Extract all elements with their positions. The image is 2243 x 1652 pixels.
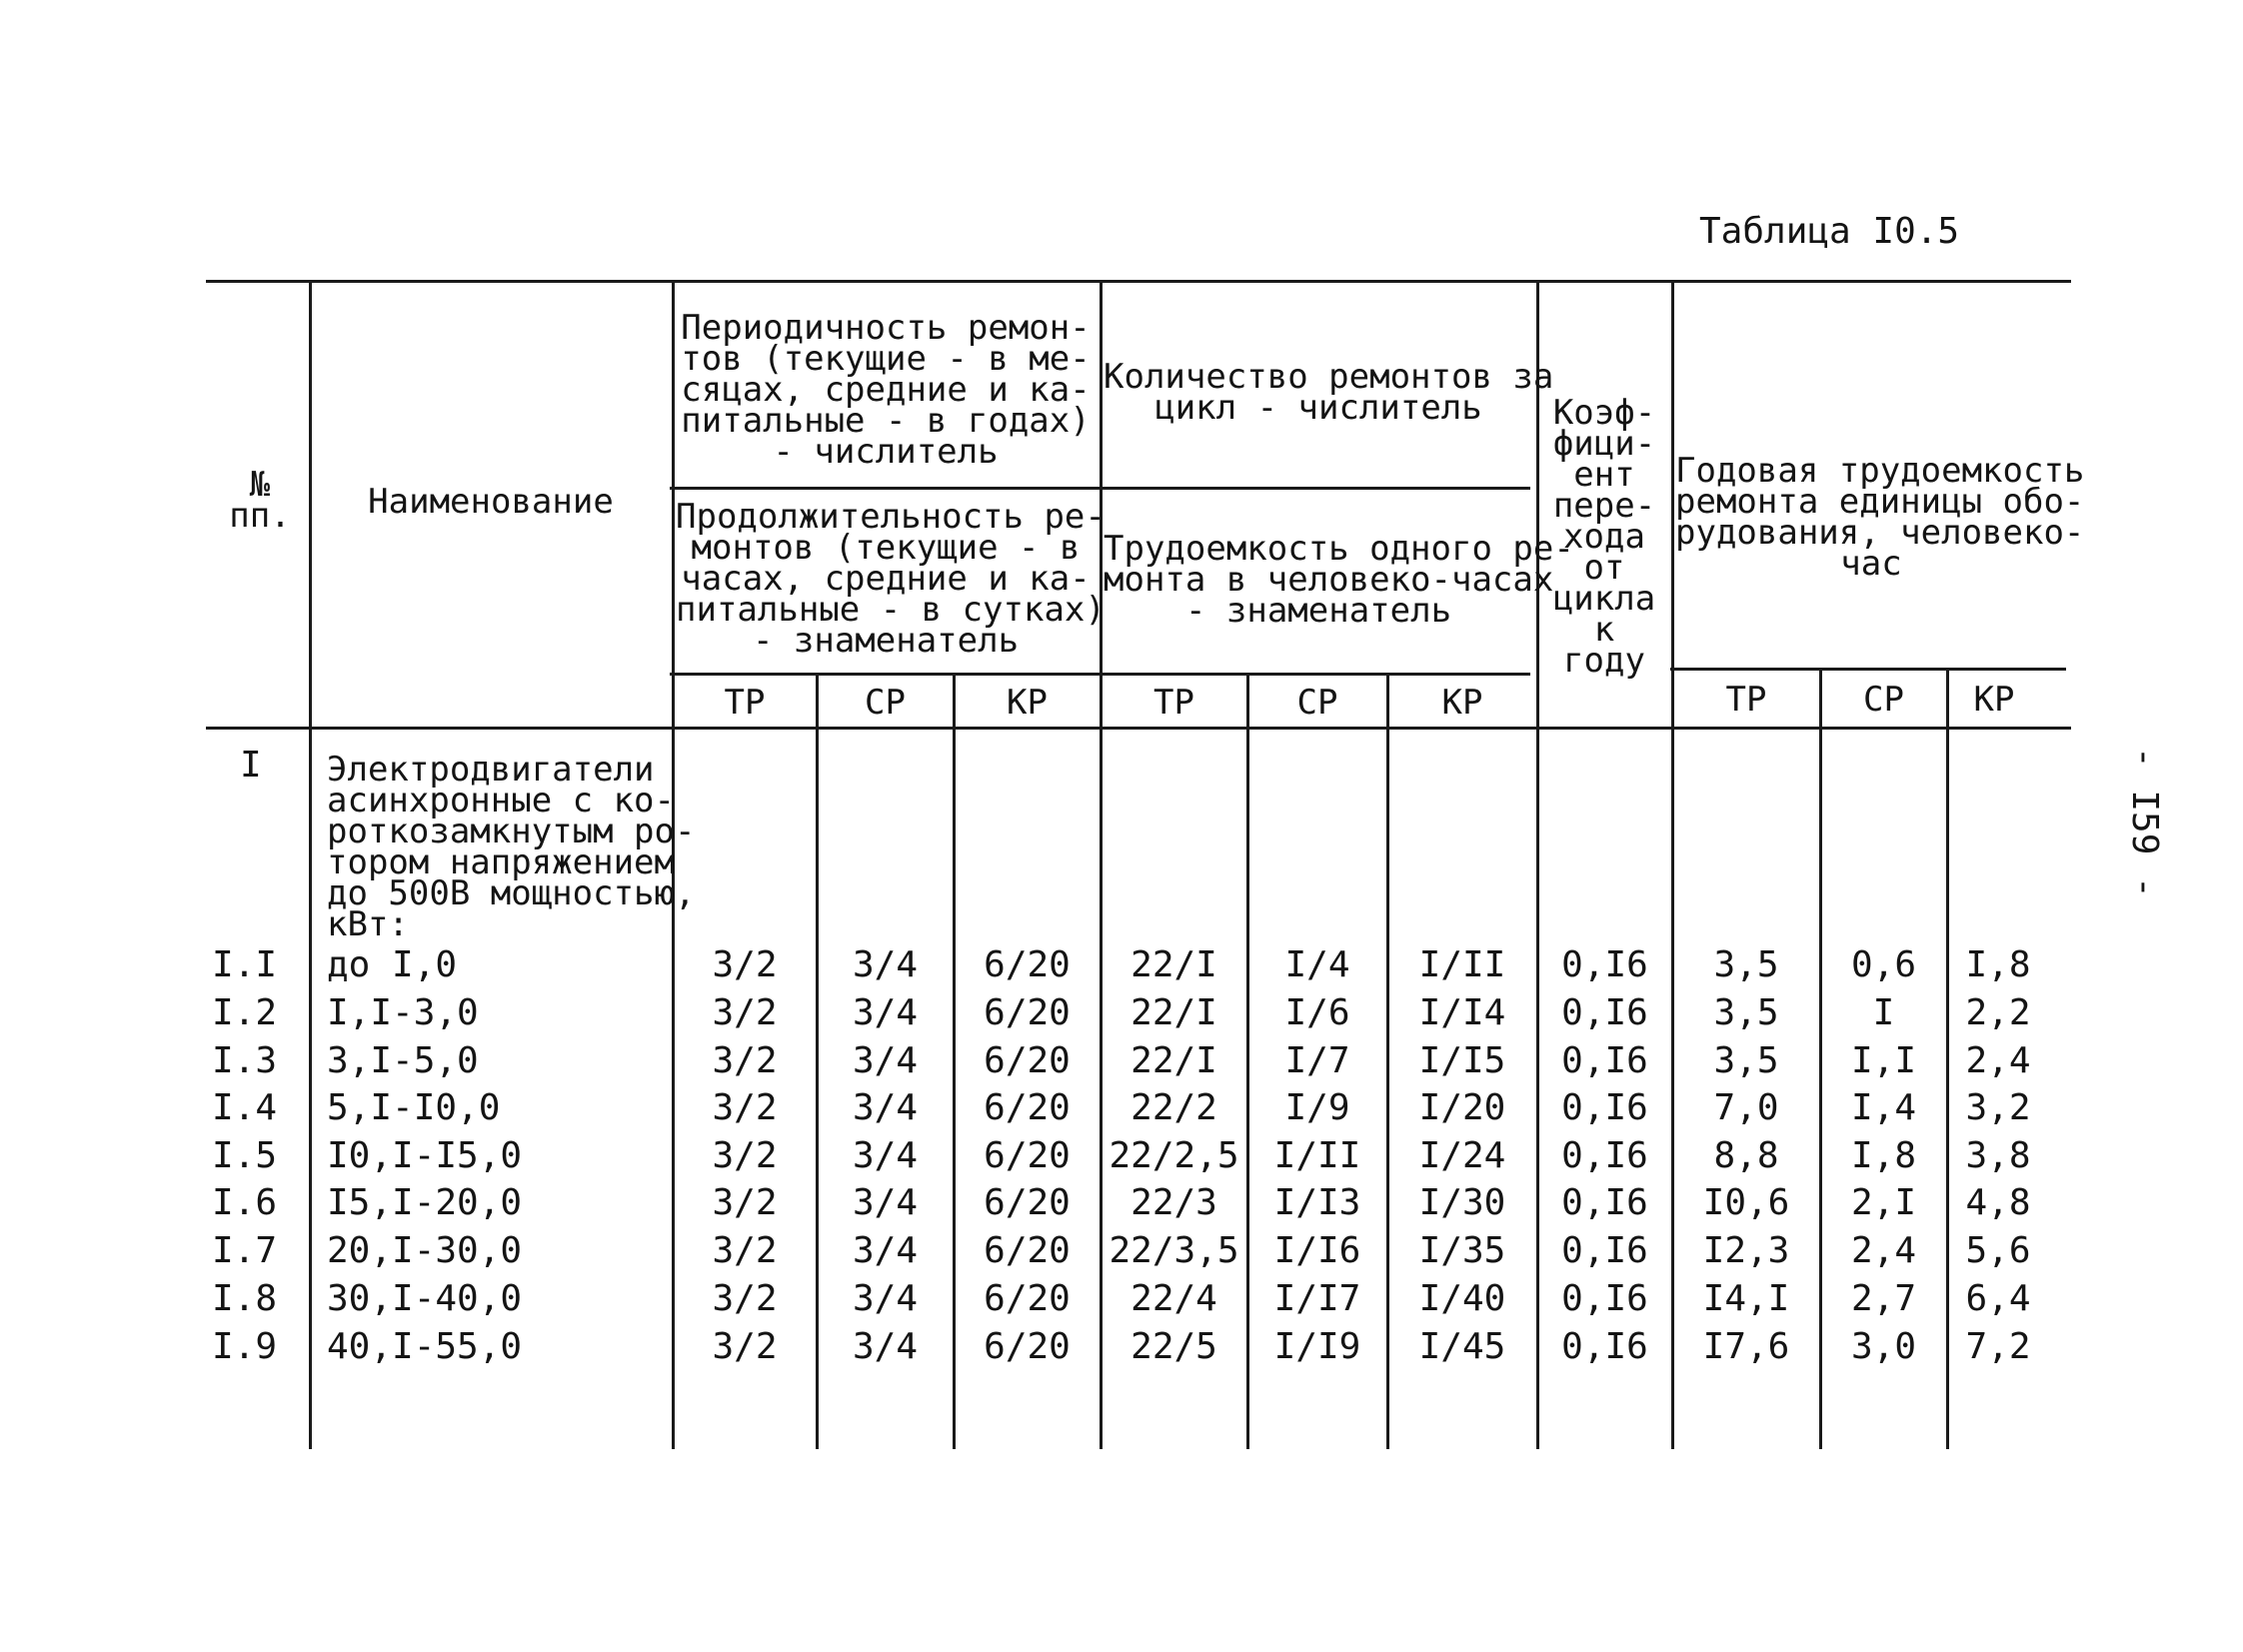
cell-count-kr: I/45 xyxy=(1418,1326,1506,1367)
cell-periodicity-kr: 6/20 xyxy=(984,1182,1071,1223)
header-labor-one: Трудоемкость одного ре- монта в человеко-часах - знаменатель xyxy=(1104,529,1574,631)
header-num: № пп. xyxy=(229,465,291,536)
section-number: I xyxy=(240,745,262,786)
cell-annual-kr: 4,8 xyxy=(1965,1182,2031,1223)
row-number: I.9 xyxy=(212,1326,278,1367)
cell-count-kr: I/20 xyxy=(1418,1087,1506,1128)
cell-annual-kr: 2,2 xyxy=(1965,992,2031,1033)
cell-periodicity-tr: 3/2 xyxy=(712,1040,778,1081)
sub-periodicity-tr: ТР xyxy=(724,683,766,723)
cell-periodicity-sr: 3/4 xyxy=(852,1326,919,1367)
header-coef: Коэф- фици- ент пере- хода от цикла к году xyxy=(1552,393,1656,681)
row-number: I.2 xyxy=(212,992,278,1033)
sub-annual-kr: КР xyxy=(1973,680,2015,720)
row-number: I.3 xyxy=(212,1040,278,1081)
cell-count-sr: I/II xyxy=(1273,1135,1361,1176)
cell-count-kr: I/24 xyxy=(1418,1135,1506,1176)
cell-periodicity-tr: 3/2 xyxy=(712,992,778,1033)
cell-coef: 0,I6 xyxy=(1561,1182,1648,1223)
header-name: Наименование xyxy=(368,482,614,522)
header-bottom-rule xyxy=(206,727,2071,730)
cell-periodicity-tr: 3/2 xyxy=(712,1230,778,1271)
cell-coef: 0,I6 xyxy=(1561,1326,1648,1367)
cell-annual-sr: 2,4 xyxy=(1850,1230,1917,1271)
cell-count-kr: I/35 xyxy=(1418,1230,1506,1271)
cell-coef: 0,I6 xyxy=(1561,1230,1648,1271)
row-name: 5,I-I0,0 xyxy=(327,1087,501,1128)
sub-count-kr: КР xyxy=(1441,683,1483,723)
col-divider-1 xyxy=(309,282,312,1449)
sub-annual-sr: СР xyxy=(1863,680,1904,720)
row-number: I.5 xyxy=(212,1135,278,1176)
cell-annual-tr: I4,I xyxy=(1702,1278,1790,1319)
cell-periodicity-tr: 3/2 xyxy=(712,1182,778,1223)
cell-annual-sr: 2,7 xyxy=(1850,1278,1917,1319)
cell-count-sr: I/I7 xyxy=(1273,1278,1361,1319)
cell-periodicity-tr: 3/2 xyxy=(712,1135,778,1176)
cell-periodicity-kr: 6/20 xyxy=(984,1326,1071,1367)
cell-periodicity-tr: 3/2 xyxy=(712,1087,778,1128)
cell-periodicity-sr: 3/4 xyxy=(852,1135,919,1176)
cell-count-kr: I/I4 xyxy=(1418,992,1506,1033)
sub-annual-tr: ТР xyxy=(1725,680,1767,720)
cell-periodicity-sr: 3/4 xyxy=(852,1182,919,1223)
cell-coef: 0,I6 xyxy=(1561,944,1648,985)
cell-periodicity-kr: 6/20 xyxy=(984,992,1071,1033)
cell-periodicity-sr: 3/4 xyxy=(852,1087,919,1128)
col-divider-8 xyxy=(1536,282,1539,1449)
row-name: I0,I-I5,0 xyxy=(327,1135,523,1176)
cell-count-kr: I/40 xyxy=(1418,1278,1506,1319)
row-name: 30,I-40,0 xyxy=(327,1278,523,1319)
header-count: Количество ремонтов за цикл - числитель xyxy=(1104,357,1554,428)
row-name: 40,I-55,0 xyxy=(327,1326,523,1367)
col-divider-9 xyxy=(1671,282,1674,1449)
cell-annual-tr: 7,0 xyxy=(1713,1087,1779,1128)
cell-count-kr: I/I5 xyxy=(1418,1040,1506,1081)
cell-periodicity-tr: 3/2 xyxy=(712,1278,778,1319)
row-number: I.I xyxy=(212,944,278,985)
row-name: 20,I-30,0 xyxy=(327,1230,523,1271)
sub-count-sr: СР xyxy=(1296,683,1338,723)
cell-coef: 0,I6 xyxy=(1561,1135,1648,1176)
cell-annual-kr: 7,2 xyxy=(1965,1326,2031,1367)
cell-annual-sr: I,4 xyxy=(1850,1087,1917,1128)
cell-annual-tr: I2,3 xyxy=(1702,1230,1790,1271)
section-title: Электродвигатели асинхронные с ко- роткозамкнутым ро- тором напряжением до 500В мощностью, кВт: xyxy=(327,750,696,944)
row-number: I.7 xyxy=(212,1230,278,1271)
cell-periodicity-sr: 3/4 xyxy=(852,1040,919,1081)
cell-count-sr: I/7 xyxy=(1284,1040,1350,1081)
cell-count-tr: 22/I xyxy=(1130,1040,1217,1081)
cell-annual-tr: I0,6 xyxy=(1702,1182,1790,1223)
header-duration: Продолжительность ре- монтов (текущие - в часах, средние и ка- питальные - в сутках) - знаменатель xyxy=(676,497,1106,661)
cell-count-tr: 22/I xyxy=(1130,944,1217,985)
cell-count-sr: I/6 xyxy=(1284,992,1350,1033)
cell-count-tr: 22/4 xyxy=(1130,1278,1217,1319)
row-name: I5,I-20,0 xyxy=(327,1182,523,1223)
header-annual: Годовая трудоемкость ремонта единицы обо- рудования, человеко- час xyxy=(1675,451,2085,584)
col-divider-5 xyxy=(1100,282,1103,1449)
cell-count-tr: 22/I xyxy=(1130,992,1217,1033)
cell-annual-tr: 8,8 xyxy=(1713,1135,1779,1176)
cell-count-sr: I/I3 xyxy=(1273,1182,1361,1223)
cell-periodicity-sr: 3/4 xyxy=(852,944,919,985)
cell-annual-kr: 3,2 xyxy=(1965,1087,2031,1128)
sub-count-tr: ТР xyxy=(1153,683,1194,723)
row-number: I.6 xyxy=(212,1182,278,1223)
cell-coef: 0,I6 xyxy=(1561,1040,1648,1081)
cell-periodicity-tr: 3/2 xyxy=(712,944,778,985)
cell-count-tr: 22/3 xyxy=(1130,1182,1217,1223)
cell-annual-kr: I,8 xyxy=(1965,944,2031,985)
table-label: Таблица I0.5 xyxy=(1699,211,1960,252)
cell-annual-sr: I xyxy=(1872,992,1895,1033)
cell-count-tr: 22/5 xyxy=(1130,1326,1217,1367)
cell-periodicity-sr: 3/4 xyxy=(852,1230,919,1271)
cell-count-kr: I/30 xyxy=(1418,1182,1506,1223)
row-name: 3,I-5,0 xyxy=(327,1040,479,1081)
cell-annual-sr: 3,0 xyxy=(1850,1326,1917,1367)
row-name: до I,0 xyxy=(327,944,458,985)
cell-periodicity-kr: 6/20 xyxy=(984,1278,1071,1319)
cell-annual-sr: 0,6 xyxy=(1850,944,1917,985)
cell-coef: 0,I6 xyxy=(1561,1278,1648,1319)
page-number: - I59 - xyxy=(2124,747,2165,898)
cell-periodicity-tr: 3/2 xyxy=(712,1326,778,1367)
cell-periodicity-sr: 3/4 xyxy=(852,992,919,1033)
row-number: I.4 xyxy=(212,1087,278,1128)
cell-annual-sr: I,8 xyxy=(1850,1135,1917,1176)
cell-coef: 0,I6 xyxy=(1561,992,1648,1033)
header-periodicity: Периодичность ремон- тов (текущие - в ме- сяцах, средние и ка- питальные - в годах) - числитель xyxy=(681,308,1091,472)
cell-periodicity-kr: 6/20 xyxy=(984,1230,1071,1271)
cell-count-tr: 22/2,5 xyxy=(1109,1135,1239,1176)
cell-periodicity-kr: 6/20 xyxy=(984,1087,1071,1128)
cell-count-sr: I/9 xyxy=(1284,1087,1350,1128)
cell-periodicity-kr: 6/20 xyxy=(984,1135,1071,1176)
cell-periodicity-kr: 6/20 xyxy=(984,1040,1071,1081)
cell-annual-kr: 3,8 xyxy=(1965,1135,2031,1176)
cell-annual-kr: 6,4 xyxy=(1965,1278,2031,1319)
cell-count-tr: 22/3,5 xyxy=(1109,1230,1239,1271)
cell-annual-kr: 2,4 xyxy=(1965,1040,2031,1081)
cell-annual-tr: I7,6 xyxy=(1702,1326,1790,1367)
cell-annual-tr: 3,5 xyxy=(1713,992,1779,1033)
cell-count-sr: I/I6 xyxy=(1273,1230,1361,1271)
header-rule-sub-right xyxy=(1670,668,2066,671)
cell-annual-sr: 2,I xyxy=(1850,1182,1917,1223)
cell-periodicity-kr: 6/20 xyxy=(984,944,1071,985)
cell-annual-tr: 3,5 xyxy=(1713,1040,1779,1081)
table-top-rule xyxy=(206,280,2071,283)
cell-count-sr: I/I9 xyxy=(1273,1326,1361,1367)
sub-periodicity-kr: КР xyxy=(1007,683,1048,723)
row-name: I,I-3,0 xyxy=(327,992,479,1033)
cell-annual-sr: I,I xyxy=(1850,1040,1917,1081)
cell-coef: 0,I6 xyxy=(1561,1087,1648,1128)
cell-count-tr: 22/2 xyxy=(1130,1087,1217,1128)
cell-annual-tr: 3,5 xyxy=(1713,944,1779,985)
cell-periodicity-sr: 3/4 xyxy=(852,1278,919,1319)
row-number: I.8 xyxy=(212,1278,278,1319)
cell-count-kr: I/II xyxy=(1418,944,1506,985)
cell-annual-kr: 5,6 xyxy=(1965,1230,2031,1271)
cell-count-sr: I/4 xyxy=(1284,944,1350,985)
sub-periodicity-sr: СР xyxy=(865,683,906,723)
